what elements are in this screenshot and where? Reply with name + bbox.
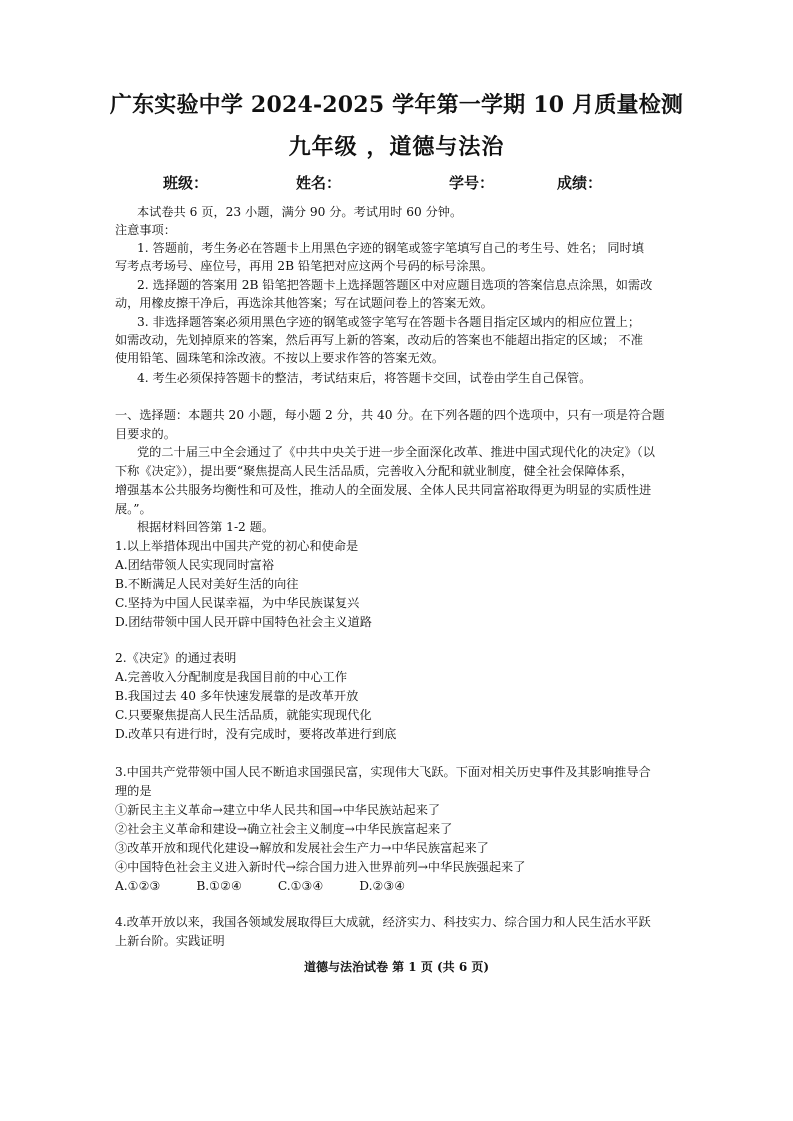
question-3-item-4: ④中国特色社会主义进入新时代→综合国力进入世界前列→中华民族强起来了 [115, 860, 526, 874]
question-3-option-a: A.①②③ [115, 879, 161, 893]
note-3-line-3: 使用铅笔、圆珠笔和涂改液。不按以上要求作答的答案无效。 [115, 351, 445, 365]
note-2-line-2: 动，用橡皮擦干净后，再选涂其他答案；写在试题问卷上的答案无效。 [115, 296, 493, 310]
question-2-stem: 2.《决定》的通过表明 [115, 651, 237, 665]
material-line-4: 展。”。 [115, 502, 152, 516]
question-2-option-a: A.完善收入分配制度是我国目前的中心工作 [115, 670, 348, 684]
note-4-line-1: 4. 考生必须保持答题卡的整洁，考试结束后，将答题卡交回，试卷由学生自己保管。 [137, 371, 592, 385]
name-field-label: 姓名： [296, 174, 342, 192]
question-3-item-3: ③改革开放和现代化建设→解放和发展社会生产力→中华民族富起来了 [115, 841, 489, 855]
note-1-line-2: 写考点考场号、座位号，再用 2B 铅笔把对应这两个号码的标号涂黑。 [115, 259, 493, 273]
material-line-2: 下称《决定》），提出要“聚焦提高人民生活品质，完善收入分配和就业制度，健全社会保障体系， [115, 464, 634, 478]
score-field-label: 成绩： [557, 174, 603, 192]
question-3-option-b: B.①②④ [196, 879, 242, 893]
exam-subtitle: 九年级 ，道德与法治 [288, 134, 505, 160]
question-3-option-c: C.①③④ [277, 879, 324, 893]
note-3-line-1: 3. 非选择题答案必须用黑色字迹的钢笔或签字笔写在答题卡各题目指定区域内的相应位置上； [137, 315, 641, 329]
question-3-stem-line-2: 理的是 [115, 784, 152, 798]
question-2-option-d: D.改革只有进行时，没有完成时，要将改革进行到底 [115, 727, 397, 741]
question-4-stem-line-2: 上新台阶。实践证明 [115, 934, 225, 948]
question-1-option-b: B.不断满足人民对美好生活的向往 [115, 577, 299, 591]
question-1-option-c: C.坚持为中国人民谋幸福，为中华民族谋复兴 [115, 596, 360, 610]
page-footer: 道德与法治试卷 第 1 页 (共 6 页) [303, 960, 490, 974]
note-1-line-1: 1. 答题前，考生务必在答题卡上用黑色字迹的钢笔或签字笔填写自己的考生号、姓名； 同时填 [137, 241, 644, 255]
question-3-options [115, 876, 685, 896]
section-1-heading-line-2: 目要求的。 [115, 427, 176, 441]
student-number-field-label: 学号： [449, 174, 495, 192]
exam-title: 广东实验中学 2024-2025 学年第一学期 10 月质量检测 [109, 92, 684, 118]
exam-intro: 本试卷共 6 页，23 小题，满分 90 分。考试用时 60 分钟。 [137, 205, 463, 219]
question-2-option-c: C.只要聚焦提高人民生活品质，就能实现现代化 [115, 708, 372, 722]
question-3-item-1: ①新民主主义革命→建立中华人民共和国→中华民族站起来了 [115, 803, 441, 817]
notes-title: 注意事项： [115, 223, 176, 237]
material-line-3: 增强基本公共服务均衡性和可及性，推动人的全面发展、全体人民共同富裕取得更为明显的实质性进 [115, 483, 652, 497]
material-line-1: 党的二十届三中全会通过了《中共中央关于进一步全面深化改革、推进中国式现代化的决定》（以 [137, 445, 655, 459]
question-2-option-b: B.我国过去 40 多年快速发展靠的是改革开放 [115, 689, 359, 703]
question-1-option-d: D.团结带领中国人民开辟中国特色社会主义道路 [115, 615, 372, 629]
question-3-item-2: ②社会主义革命和建设→确立社会主义制度→中华民族富起来了 [115, 822, 453, 836]
material-prompt: 根据材料回答第 1-2 题。 [137, 520, 275, 534]
question-3-option-d: D.②③④ [359, 879, 406, 893]
question-1-option-a: A.团结带领人民实现同时富裕 [115, 558, 274, 572]
question-3-stem-line-1: 3.中国共产党带领中国人民不断追求国强民富，实现伟大飞跃。下面对相关历史事件及其影响推导合 [115, 765, 651, 779]
question-1-stem: 1.以上举措体现出中国共产党的初心和使命是 [115, 539, 359, 553]
note-3-line-2: 如需改动，先划掉原来的答案，然后再写上新的答案，改动后的答案也不能超出指定的区域； 不准 [115, 333, 643, 347]
class-field-label: 班级： [163, 174, 209, 192]
note-2-line-1: 2. 选择题的答案用 2B 铅笔把答题卡上选择题答题区中对应题目选项的答案信息点涂黑，如需改 [137, 278, 653, 292]
section-1-heading-line-1: 一、选择题：本题共 20 小题，每小题 2 分，共 40 分。在下列各题的四个选项中，只有一项是符合题 [115, 408, 665, 422]
question-4-stem-line-1: 4.改革开放以来，我国各领域发展取得巨大成就，经济实力、科技实力、综合国力和人民生活水平跃 [115, 915, 651, 929]
